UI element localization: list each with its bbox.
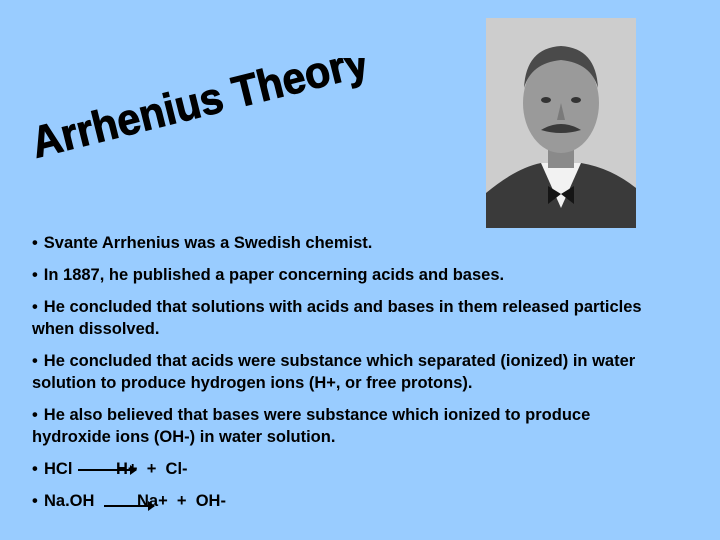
title-wordart	[28, 58, 388, 173]
equation-products: H+ + Cl-	[116, 460, 188, 478]
bullet-item: • Svante Arrhenius was a Swedish chemist.	[32, 234, 373, 252]
equation-bullet: •	[32, 492, 38, 510]
equation-bullet: •	[32, 460, 38, 478]
bullet-item: • He concluded that acids were substance which separated (ionized) in water solution to produce hydrogen ions (H+, or free protons).	[32, 352, 636, 392]
portrait-photo	[486, 18, 636, 228]
bullet-item: • In 1887, he published a paper concerning acids and bases.	[32, 266, 505, 284]
portrait-image	[486, 18, 636, 228]
equation-reactant: HCl	[44, 460, 73, 478]
bullet-item: • He concluded that solutions with acids and bases in them released particles when dissolved.	[32, 298, 642, 338]
bullet-item: • He also believed that bases were substance which ionized to produce hydroxide ions (OH-) in water solution.	[32, 406, 591, 446]
bullet-list	[32, 232, 672, 458]
slide-title	[28, 58, 388, 173]
equation-reactant: Na.OH	[44, 492, 95, 510]
equation-products: Na+ + OH-	[137, 492, 226, 510]
title-text: Arrhenius Theory	[28, 58, 388, 168]
